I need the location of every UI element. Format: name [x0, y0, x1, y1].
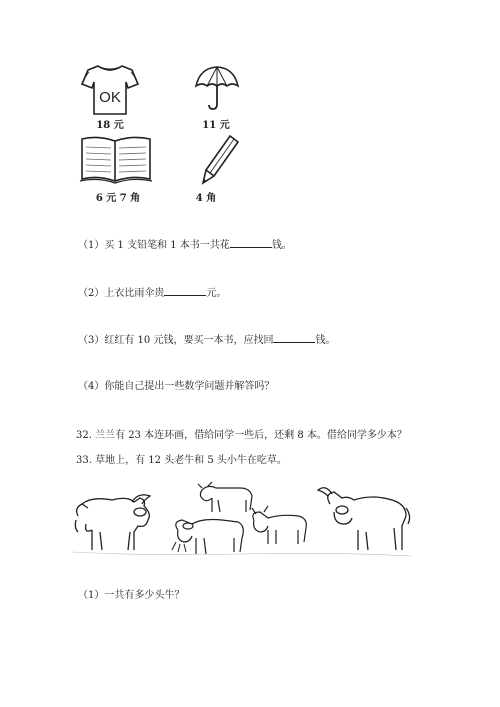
- question-3-unit: 钱。: [315, 335, 336, 346]
- question-1: [78, 236, 292, 251]
- question-1-text: （1）买 1 支铅笔和 1 本书一共花: [78, 240, 230, 251]
- question-2-text: （2）上衣比雨伞贵: [78, 288, 165, 299]
- pencil-price: 4 角: [195, 193, 217, 204]
- shirt-price: 18 元: [96, 120, 124, 131]
- book-icon: [78, 133, 154, 185]
- problem-33-question-1: （1）一共有多少头牛？: [78, 590, 185, 601]
- cows-illustration: [72, 480, 412, 570]
- answer-blank-1[interactable]: [230, 238, 272, 248]
- question-1-unit: 钱。: [271, 240, 292, 251]
- pencil-icon: [200, 132, 240, 186]
- answer-blank-3[interactable]: [273, 333, 315, 343]
- question-4: （4）你能自己提出一些数学问题并解答吗？: [78, 381, 275, 392]
- problem-32: 32. 兰兰有 23 本连环画，借给同学一些后，还剩 8 本。借给同学多少本？: [76, 430, 407, 441]
- question-2-unit: 元。: [206, 288, 227, 299]
- umbrella-price: 11 元: [202, 120, 230, 131]
- question-3-text: （3）红红有 10 元钱，要买一本书，应找回: [78, 335, 274, 346]
- question-3: [78, 331, 335, 346]
- umbrella-icon: [192, 64, 242, 112]
- tshirt-icon: [80, 62, 140, 118]
- problem-33: 33. 草地上，有 12 头老牛和 5 头小牛在吃草。: [76, 455, 287, 466]
- question-2: [78, 284, 226, 299]
- book-price: 6 元 7 角: [95, 193, 141, 204]
- tshirt-tag-text: OK: [99, 89, 121, 106]
- answer-blank-2[interactable]: [164, 286, 206, 296]
